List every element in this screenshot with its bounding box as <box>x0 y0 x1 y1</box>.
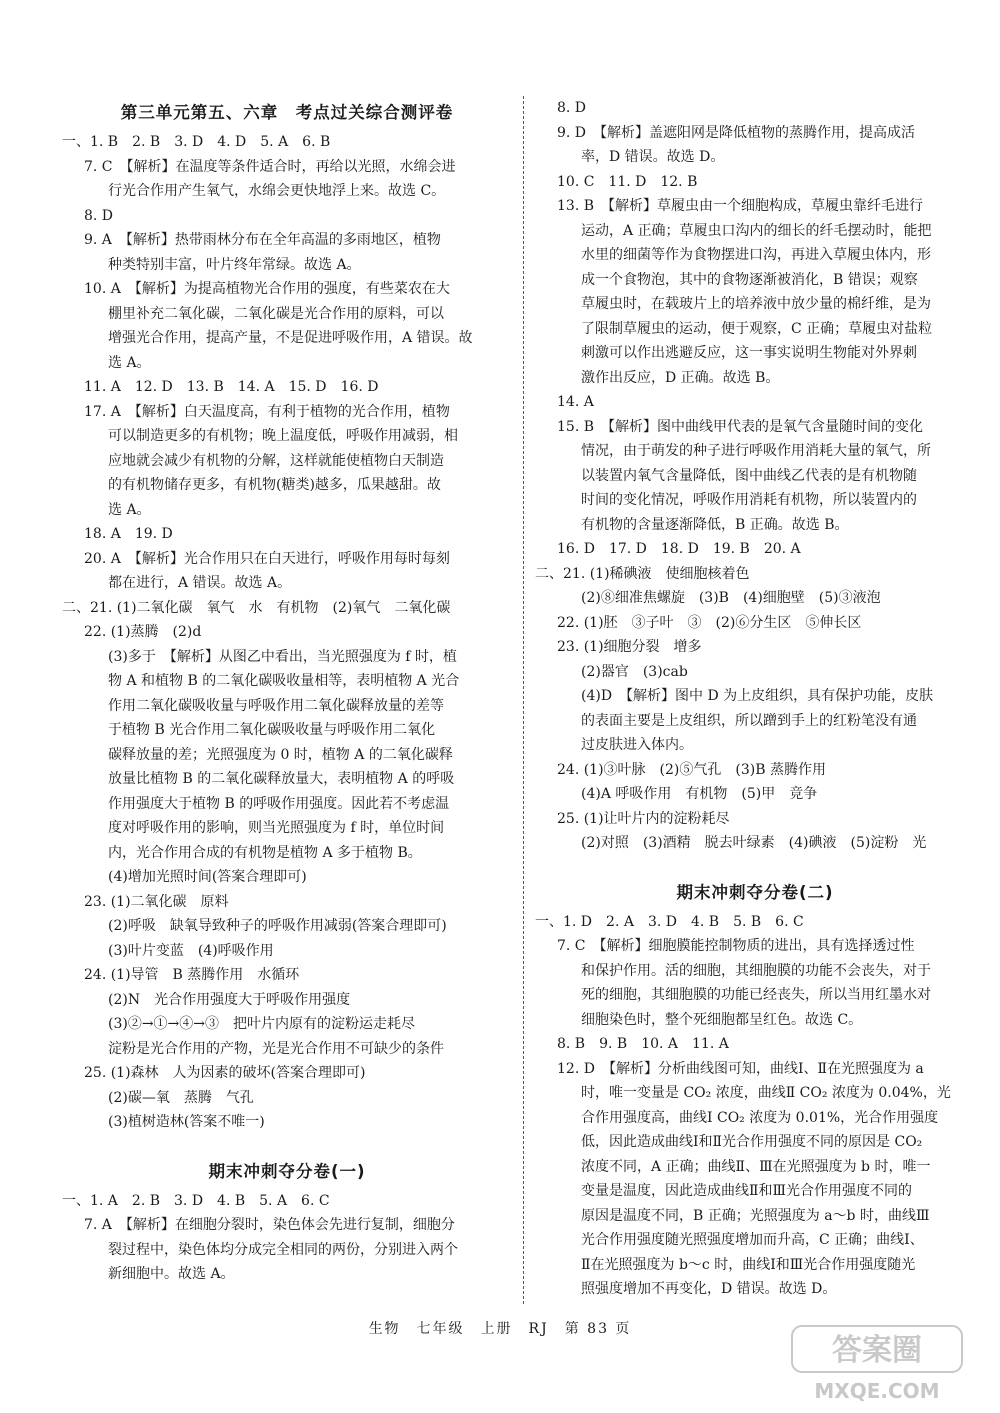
page-footer: 生物 七年级 上册 RJ 第 83 页 <box>368 1321 632 1337</box>
answer-line: (3)多于 【解析】从图乙中看出，当光照强度为 f 时，植 <box>108 648 457 665</box>
answer-line: 运动，A 正确；草履虫口沟内的细长的纤毛摆动时，能把 <box>581 222 932 239</box>
answer-line: (2)碳—氧 蒸腾 气孔 <box>108 1089 254 1106</box>
answer-line: (2)N 光合作用强度大于呼吸作用强度 <box>108 991 351 1008</box>
answer-line: (2)器官 (3)cab <box>581 663 688 680</box>
answer-line: 的表面主要是上皮组织，所以蹭到手上的红粉笔没有通 <box>581 712 917 729</box>
section-title-unit3: 第三单元第五、六章 考点过关综合测评卷 <box>120 103 454 122</box>
answer-line: 8. D <box>557 100 587 116</box>
answer-line: 行光合作用产生氧气，水绵会更快地浮上来。故选 C。 <box>108 183 446 199</box>
answer-line: 23. (1)二氧化碳 原料 <box>84 893 229 910</box>
answer-line: (3)②→①→④→③ 把叶片内原有的淀粉运走耗尽 <box>108 1016 430 1032</box>
answer-line: 15. B 【解析】图中曲线甲代表的是氧气含量随时间的变化 <box>557 418 924 435</box>
answer-line: 时，唯一变量是 CO₂ 浓度，曲线Ⅱ CO₂ 浓度为 0.04%，光 <box>581 1085 951 1101</box>
answer-line: 棚里补充二氧化碳，二氧化碳是光合作用的原料，可以 <box>108 305 444 322</box>
section-title-final1: 期末冲刺夺分卷(一) <box>208 1161 366 1181</box>
answer-line: 选 A。 <box>108 354 151 371</box>
answer-line: 7. A 【解析】在细胞分裂时，染色体会先进行复制，细胞分 <box>84 1217 455 1233</box>
column-divider <box>523 96 524 1304</box>
answer-line: 放量比植物 B 的二氧化碳释放量大，表明植物 A 的呼吸 <box>108 771 455 787</box>
answer-line: 草履虫时，在载玻片上的培养液中放少量的棉纤维，是为 <box>581 296 931 312</box>
answer-line: 一、1. B 2. B 3. D 4. D 5. A 6. B <box>62 134 331 150</box>
answer-line: 9. D 【解析】盖遮阳网是降低植物的蒸腾作用，提高成活 <box>557 124 916 141</box>
answer-line: 都在进行，A 错误。故选 A。 <box>108 575 292 591</box>
answer-line: 8. D <box>84 207 114 224</box>
answer-line: (4)A 呼吸作用 有机物 (5)甲 竞争 <box>581 786 818 802</box>
answer-line: (2)⑧细准焦螺旋 (3)B (4)细胞壁 (5)③液泡 <box>581 590 881 606</box>
left-answers-final1 <box>62 1189 512 1287</box>
answer-line: (3)叶片变蓝 (4)呼吸作用 <box>108 942 274 959</box>
right-column <box>535 96 975 1302</box>
right-answers-final1 <box>535 96 975 856</box>
answer-line: 17. A 【解析】白天温度高，有利于植物的光合作用，植物 <box>84 403 450 420</box>
answer-line: 照强度增加不再变化，D 错误。故选 D。 <box>581 1281 837 1297</box>
answer-line: 作用强度大于植物 B 的呼吸作用强度。因此若不考虑温 <box>108 795 450 812</box>
answer-line: 10. A 【解析】为提高植物光合作用的强度，有些菜农在大 <box>84 281 450 297</box>
answer-line: 16. D 17. D 18. D 19. B 20. A <box>557 541 801 557</box>
answer-line: (4)增加光照时间(答案合理即可) <box>108 869 307 885</box>
answer-line: 7. C 【解析】在温度等条件适合时，再给以光照，水绵会进 <box>84 158 456 175</box>
answer-line: 25. (1)森林 人为因素的破坏(答案合理即可) <box>84 1065 366 1081</box>
answer-line: 合作用强度高，曲线Ⅰ CO₂ 浓度为 0.01%，光合作用强度 <box>581 1109 939 1126</box>
answer-line: 和保护作用。活的细胞，其细胞膜的功能不会丧失，对于 <box>581 962 931 979</box>
watermark-text: 答案圈 <box>832 1333 922 1368</box>
answer-line: 激作出反应，D 正确。故选 B。 <box>581 369 780 386</box>
answer-line: 有机物的含量逐渐降低，B 正确。故选 B。 <box>581 516 849 533</box>
answer-line: 选 A。 <box>108 501 151 518</box>
left-column <box>62 96 512 1287</box>
answer-line: 成一个食物泡，其中的食物逐渐被消化，B 错误；观察 <box>581 271 918 288</box>
answer-line: 一、1. A 2. B 3. D 4. B 5. A 6. C <box>62 1192 330 1209</box>
answer-line: 8. B 9. B 10. A 11. A <box>557 1036 729 1052</box>
answer-line: 20. A 【解析】光合作用只在白天进行，呼吸作用每时每刻 <box>84 550 450 567</box>
answer-line: 于植物 B 光合作用二氧化碳吸收量与呼吸作用二氧化 <box>108 722 436 738</box>
answer-line: Ⅱ在光照强度为 b～c 时，曲线Ⅰ和Ⅲ光合作用强度随光 <box>581 1256 916 1273</box>
answer-line: 种类特别丰富，叶片终年常绿。故选 A。 <box>108 256 361 273</box>
answer-line: 24. (1)③叶脉 (2)⑤气孔 (3)B 蒸腾作用 <box>557 761 826 778</box>
answer-line: 12. D 【解析】分析曲线图可知，曲线Ⅰ、Ⅱ在光照强度为 a <box>557 1060 924 1077</box>
answer-line: 水里的细菌等作为食物摆进口沟，再进入草履虫体内，形 <box>581 247 931 263</box>
answer-line: 死的细胞，其细胞膜的功能已经丧失，所以当用红墨水对 <box>581 987 931 1003</box>
answer-line: 22. (1)胚 ③子叶 ③ (2)⑥分生区 ⑤伸长区 <box>557 614 862 631</box>
answer-line: 低，因此造成曲线Ⅰ和Ⅱ光合作用强度不同的原因是 CO₂ <box>581 1134 923 1150</box>
answer-line: (4)D 【解析】图中 D 为上皮组织，具有保护功能，皮肤 <box>581 688 934 704</box>
watermark-logo <box>786 1322 968 1406</box>
answer-line: 变量是温度，因此造成曲线Ⅱ和Ⅲ光合作用强度不同的 <box>581 1183 913 1199</box>
answer-line: (3)植树造林(答案不唯一) <box>108 1114 265 1130</box>
answer-line: 二、21. (1)二氧化碳 氧气 水 有机物 (2)氧气 二氧化碳 <box>62 599 451 616</box>
answer-line: 二、21. (1)稀碘液 使细胞核着色 <box>535 565 750 582</box>
answer-line: 13. B 【解析】草履虫由一个细胞构成，草履虫靠纤毛进行 <box>557 198 924 214</box>
answer-line: 情况，由于萌发的种子进行呼吸作用消耗大量的氧气，所 <box>581 443 931 459</box>
answer-line: (2)对照 (3)酒精 脱去叶绿素 (4)碘液 (5)淀粉 光 <box>581 835 927 851</box>
answer-line: 过皮肤进入体内。 <box>581 737 693 753</box>
section-title-final2: 期末冲刺夺分卷(二) <box>676 882 834 902</box>
answer-line: 率，D 错误。故选 D。 <box>581 149 725 165</box>
answer-line: 25. (1)让叶片内的淀粉耗尽 <box>557 810 730 827</box>
answer-line: 7. C 【解析】细胞膜能控制物质的进出，具有选择透过性 <box>557 938 915 954</box>
answer-line: 18. A 19. D <box>84 526 173 542</box>
answer-line: 22. (1)蒸腾 (2)d <box>84 624 202 640</box>
answer-line: 度对呼吸作用的影响，则当光照强度为 f 时，单位时间 <box>108 820 445 836</box>
answer-line: 物 A 和植物 B 的二氧化碳吸收量相等，表明植物 A 光合 <box>108 673 460 689</box>
answer-line: 淀粉是光合作用的产物，光是光合作用不可缺少的条件 <box>108 1040 444 1057</box>
answer-line: 24. (1)导管 B 蒸腾作用 水循环 <box>84 967 300 983</box>
answer-line: 新细胞中。故选 A。 <box>108 1266 235 1282</box>
answer-line: 以装置内氧气含量降低，图中曲线乙代表的是有机物随 <box>581 467 917 484</box>
answer-line: 一、1. D 2. A 3. D 4. B 5. B 6. C <box>535 913 804 930</box>
answer-line: 碳释放量的差；光照强度为 0 时，植物 A 的二氧化碳释 <box>108 746 453 763</box>
answer-line: 光合作用强度随光照强度增加而升高，C 正确；曲线Ⅰ、 <box>581 1232 924 1248</box>
left-answers-unit3 <box>62 130 512 1135</box>
answer-line: 9. A 【解析】热带雨林分布在全年高温的多雨地区，植物 <box>84 232 441 248</box>
answer-line: 时间的变化情况，呼吸作用消耗有机物，所以装置内的 <box>581 492 917 508</box>
answer-line: 11. A 12. D 13. B 14. A 15. D 16. D <box>84 379 379 395</box>
answer-line: 应地就会减少有机物的分解，这样就能使植物白天制造 <box>108 452 444 469</box>
answer-line: 10. C 11. D 12. B <box>557 173 698 190</box>
answer-line: 作用二氧化碳吸收量与呼吸作用二氧化碳释放量的差等 <box>108 697 444 714</box>
answer-line: 可以制造更多的有机物；晚上温度低，呼吸作用减弱，相 <box>108 428 458 444</box>
answer-line: 23. (1)细胞分裂 增多 <box>557 639 702 655</box>
watermark-url: MXQE.COM <box>814 1379 940 1403</box>
answer-line: 裂过程中，染色体均分成完全相同的两份，分别进入两个 <box>108 1241 458 1258</box>
answer-line: (2)呼吸 缺氧导致种子的呼吸作用减弱(答案合理即可) <box>108 918 447 934</box>
answer-line: 细胞染色时，整个死细胞都呈红色。故选 C。 <box>581 1011 863 1028</box>
answer-line: 了限制草履虫的运动，便于观察，C 正确；草履虫对盐粒 <box>581 320 933 337</box>
answer-line: 浓度不同，A 正确；曲线Ⅱ、Ⅲ在光照强度为 b 时，唯一 <box>581 1158 931 1175</box>
answer-line: 刺激可以作出逃避反应，这一事实说明生物能对外界刺 <box>581 345 917 361</box>
answer-line: 原因是温度不同，B 正确；光照强度为 a～b 时，曲线Ⅲ <box>581 1207 930 1224</box>
answer-line: 14. A <box>557 394 594 410</box>
answer-line: 的有机物储存更多，有机物(糖类)越多，瓜果越甜。故 <box>108 477 441 493</box>
answer-line: 增强光合作用，提高产量，不是促进呼吸作用，A 错误。故 <box>108 330 473 346</box>
right-answers-final2 <box>535 910 975 1302</box>
answer-line: 内，光合作用合成的有机物是植物 A 多于植物 B。 <box>108 844 422 861</box>
